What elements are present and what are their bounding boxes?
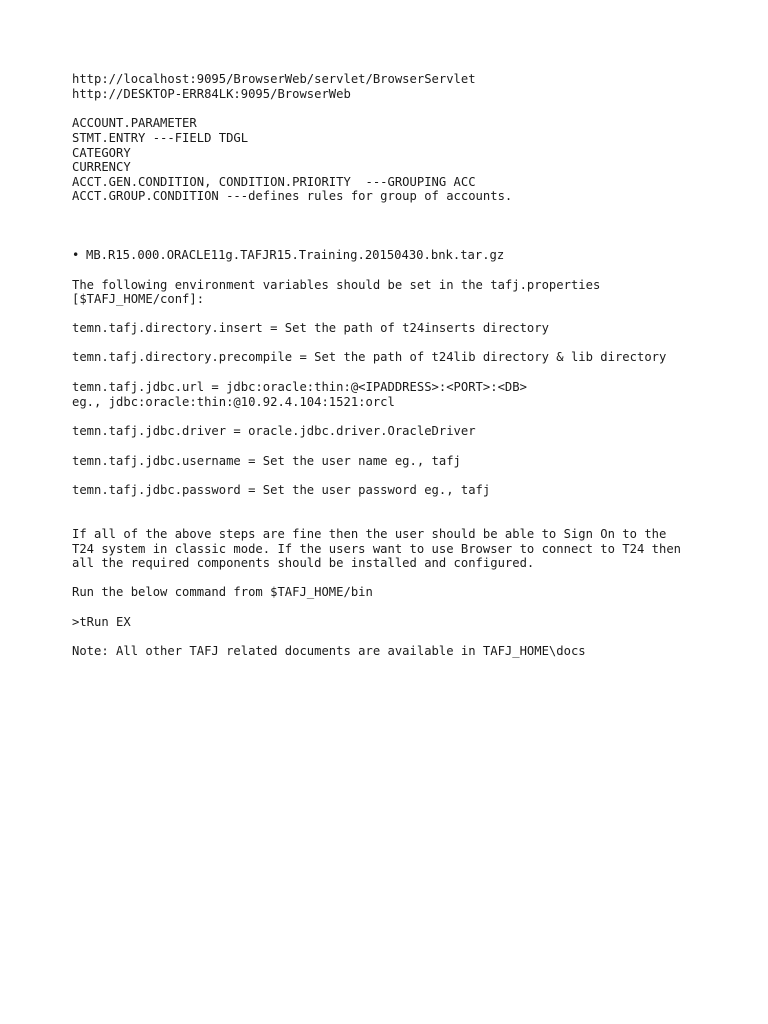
steps-paragraph-line: all the required components should be installed and configured. — [72, 556, 535, 570]
note-line: Note: All other TAFJ related documents are available in TAFJ_HOME\docs — [72, 644, 586, 658]
prop-insert: temn.tafj.directory.insert = Set the path of t24inserts directory — [72, 321, 549, 335]
env-intro-line: The following environment variables should be set in the tafj.properties — [72, 278, 601, 292]
url-line: http://DESKTOP-ERR84LK:9095/BrowserWeb — [72, 87, 351, 101]
env-intro-line: [$TAFJ_HOME/conf]: — [72, 292, 205, 306]
table-line: ACCT.GEN.CONDITION, CONDITION.PRIORITY ---GROUPING ACC — [72, 175, 476, 189]
command-line: >tRun EX — [72, 615, 131, 629]
steps-paragraph-line: T24 system in classic mode. If the users want to use Browser to connect to T24 then — [72, 542, 682, 556]
table-line: ACCOUNT.PARAMETER — [72, 116, 197, 130]
prop-password: temn.tafj.jdbc.password = Set the user password eg., tafj — [72, 483, 491, 497]
prop-driver: temn.tafj.jdbc.driver = oracle.jdbc.driver.OracleDriver — [72, 424, 476, 438]
table-line: STMT.ENTRY ---FIELD TDGL — [72, 131, 249, 145]
prop-jdbc-url: temn.tafj.jdbc.url = jdbc:oracle:thin:@<IPADDRESS>:<PORT>:<DB> — [72, 380, 527, 394]
table-line: ACCT.GROUP.CONDITION ---defines rules for group of accounts. — [72, 189, 513, 203]
url-line: http://localhost:9095/BrowserWeb/servlet/BrowserServlet — [72, 72, 476, 86]
steps-paragraph-line: If all of the above steps are fine then the user should be able to Sign On to the — [72, 527, 667, 541]
prop-username: temn.tafj.jdbc.username = Set the user name eg., tafj — [72, 454, 461, 468]
table-line: CURRENCY — [72, 160, 131, 174]
bullet-item — [72, 248, 504, 263]
bullet-text: MB.R15.000.ORACLE11g.TAFJR15.Training.20150430.bnk.tar.gz — [86, 248, 505, 262]
prop-jdbc-url-example: eg., jdbc:oracle:thin:@10.92.4.104:1521:orcl — [72, 395, 395, 409]
table-line: CATEGORY — [72, 146, 131, 160]
run-command-intro: Run the below command from $TAFJ_HOME/bin — [72, 585, 373, 599]
prop-precompile: temn.tafj.directory.precompile = Set the path of t24lib directory & lib directory — [72, 350, 667, 364]
bullet-icon: • — [72, 248, 80, 262]
